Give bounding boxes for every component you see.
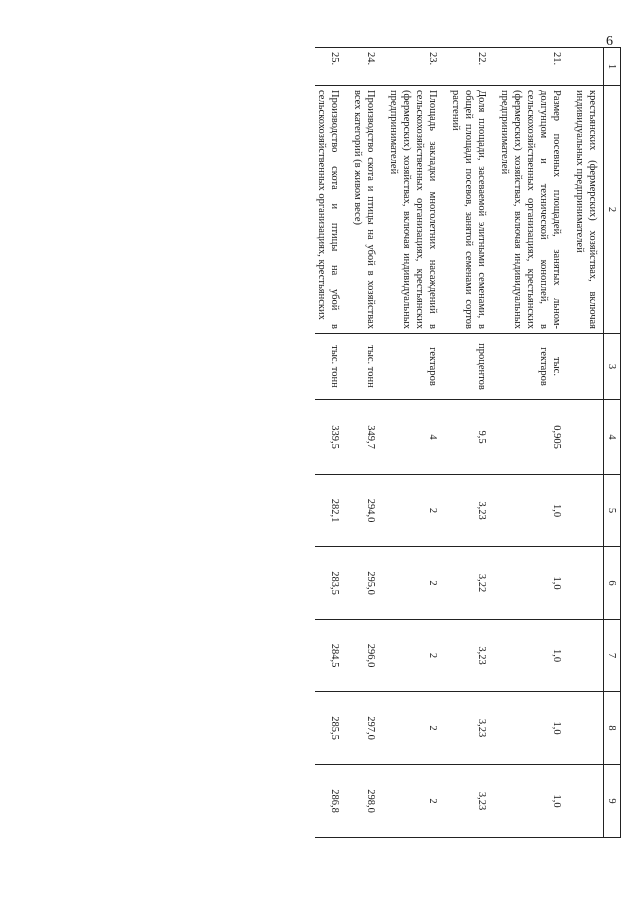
value-cell: 294,0 [345, 475, 381, 547]
column-header: 8 [604, 692, 621, 765]
value-cell: 2 [381, 620, 443, 692]
unit-cell: процентов [443, 334, 492, 400]
value-cell: 9,5 [443, 400, 492, 475]
column-header: 5 [604, 475, 621, 547]
column-header: 3 [604, 334, 621, 400]
indicator-name: Размер посевных площадей, занятых льном-долгунцом и технической коноплей, в сельскохозяйственных организациях, крестьянских (фермерских) хозяйствах, включая индивидуальных предпринимателей [492, 86, 567, 334]
value-cell: 1,0 [492, 620, 567, 692]
column-header: 4 [604, 400, 621, 475]
row-number: 22. [443, 48, 492, 86]
column-header: 1 [604, 48, 621, 86]
value-cell [567, 765, 604, 838]
value-cell: 3,23 [443, 475, 492, 547]
value-cell: 2 [381, 475, 443, 547]
row-number [567, 48, 604, 86]
value-cell: 3,22 [443, 547, 492, 620]
indicator-name: Производство скота и птицы на убой в хозяйствах всех категорий (в живом весе) [345, 86, 381, 334]
value-cell: 3,23 [443, 620, 492, 692]
header-row [604, 48, 621, 838]
row-number: 25. [315, 48, 345, 86]
page-number: 6 [606, 34, 613, 49]
column-header: 2 [604, 86, 621, 334]
indicator-name: Доля площади, засеваемой элитными семенами, в общей площади посевов, занятой семенами сортов растений [443, 86, 492, 334]
column-header: 6 [604, 547, 621, 620]
value-cell: 295,0 [345, 547, 381, 620]
value-cell: 2 [381, 765, 443, 838]
table-row [492, 48, 567, 838]
value-cell: 1,0 [492, 692, 567, 765]
value-cell [567, 620, 604, 692]
table-row [315, 48, 345, 838]
indicator-name: Площадь закладки многолетних насаждений в сельскохозяйственных организациях, крестьянских (фермерских) хозяйствах, включая индивидуальных предпринимателей [381, 86, 443, 334]
value-cell: 1,0 [492, 475, 567, 547]
row-number: 21. [492, 48, 567, 86]
value-cell: 1,0 [492, 547, 567, 620]
value-cell: 0,905 [492, 400, 567, 475]
indicator-name: Производство скота и птицы на убой в сельскохозяйственных организациях, крестьянских [315, 86, 345, 334]
table-row [381, 48, 443, 838]
value-cell: 2 [381, 547, 443, 620]
value-cell: 296,0 [345, 620, 381, 692]
value-cell: 286,8 [315, 765, 345, 838]
unit-cell: гектаров [381, 334, 443, 400]
unit-cell: тыс. тонн [315, 334, 345, 400]
value-cell: 339,5 [315, 400, 345, 475]
value-cell: 4 [381, 400, 443, 475]
value-cell: 297,0 [345, 692, 381, 765]
value-cell [567, 475, 604, 547]
value-cell: 349,7 [345, 400, 381, 475]
value-cell: 282,1 [315, 475, 345, 547]
value-cell [567, 400, 604, 475]
rotated-table-page [25, 47, 621, 837]
value-cell: 2 [381, 692, 443, 765]
table-row [567, 48, 604, 838]
value-cell: 298,0 [345, 765, 381, 838]
row-number: 23. [381, 48, 443, 86]
value-cell: 283,5 [315, 547, 345, 620]
value-cell: 3,23 [443, 765, 492, 838]
value-cell [567, 692, 604, 765]
indicators-table [315, 47, 621, 838]
value-cell [567, 547, 604, 620]
value-cell: 3,23 [443, 692, 492, 765]
row-number: 24. [345, 48, 381, 86]
unit-cell [567, 334, 604, 400]
unit-cell: тыс. тонн [345, 334, 381, 400]
table-row [443, 48, 492, 838]
unit-cell: тыс. гектаров [492, 334, 567, 400]
column-header: 9 [604, 765, 621, 838]
column-header: 7 [604, 620, 621, 692]
value-cell: 285,5 [315, 692, 345, 765]
value-cell: 284,5 [315, 620, 345, 692]
indicator-name: крестьянских (фермерских) хозяйствах, включая индивидуальных предпринимателей [567, 86, 604, 334]
table-row [345, 48, 381, 838]
value-cell: 1,0 [492, 765, 567, 838]
